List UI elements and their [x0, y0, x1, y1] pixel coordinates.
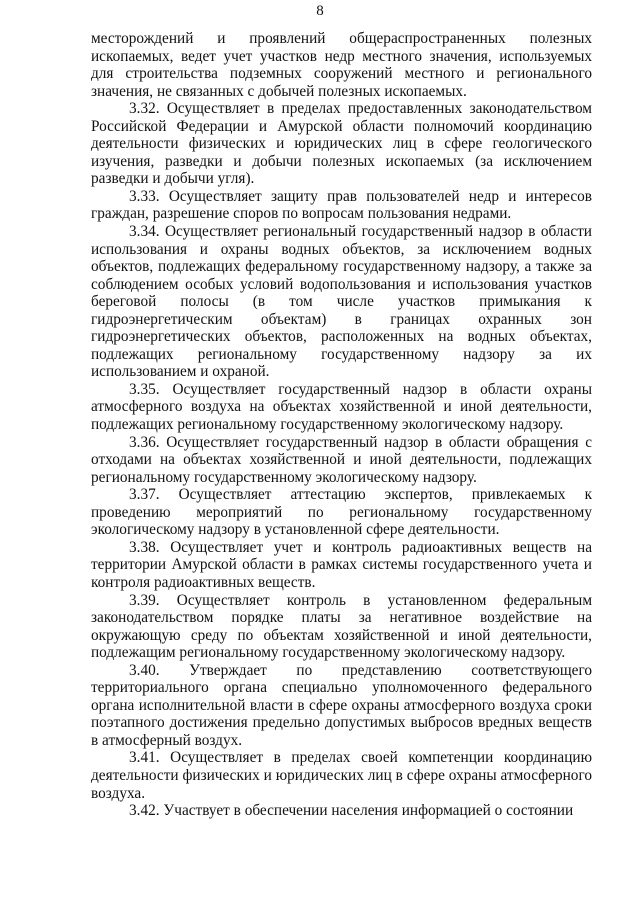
paragraph-3-38: 3.38. Осуществляет учет и контроль радиоактивных веществ на территории Амурской области в рамках системы государственного учета и контроля радиоактивных веществ.: [91, 538, 592, 591]
page-number: 8: [316, 3, 324, 19]
paragraph-3-39: 3.39. Осуществляет контроль в установленном федеральным законодательством порядке платы за негативное воздействие на окружающую среду по объектам хозяйственной и иной деятельности, подлежащим региональному государственному экологическому надзору.: [91, 591, 592, 662]
paragraph-3-41: 3.41. Осуществляет в пределах своей компетенции координацию деятельности физических и юридических лиц в сфере охраны атмосферного воздуха.: [91, 749, 592, 802]
paragraph-3-34: 3.34. Осуществляет региональный государственный надзор в области использования и охраны водных объектов, за исключением водных объектов, подлежащих федеральному государственному надзору, а также за соблюдением особых условий водопользования и использования участков береговой полосы (в том числе участков примыкания к гидроэнергетическим объектам) в границах охранных зон гидроэнергетических объектов, расположенных на водных объектах, подлежащих региональному государственному надзору за их использованием и охраной.: [91, 223, 592, 381]
paragraph-3-36: 3.36. Осуществляет государственный надзор в области обращения с отходами на объектах хозяйственной и иной деятельности, подлежащих региональному государственному экологическому надзору.: [91, 433, 592, 486]
paragraph-3-40: 3.40. Утверждает по представлению соответствующего территориального органа специально уполномоченного федерального органа исполнительной власти в сфере охраны атмосферного воздуха сроки поэтапного достижения предельно допустимых выбросов вредных веществ в атмосферный воздух.: [91, 661, 592, 749]
paragraph-3-35: 3.35. Осуществляет государственный надзор в области охраны атмосферного воздуха на объектах хозяйственной и иной деятельности, подлежащих региональному государственному экологическому надзору.: [91, 380, 592, 434]
paragraph-3-37: 3.37. Осуществляет аттестацию экспертов, привлекаемых к проведению мероприятий по региональному государственному экологическому надзору в установленной сфере деятельности.: [91, 486, 592, 539]
paragraph-3-42: 3.42. Участвует в обеспечении населения информацией о состоянии: [129, 802, 574, 820]
paragraph-continuation: месторождений и проявлений общераспространенных полезных ископаемых, ведет учет участков недр местного значения, используемых для строительства подземных сооружений местного и регионального значения, не связанных с добычей полезных ископаемых.: [91, 30, 592, 100]
paragraph-3-33: 3.33. Осуществляет защиту прав пользователей недр и интересов граждан, разрешение споров по вопросам пользования недрами.: [91, 187, 592, 223]
paragraph-3-32: 3.32. Осуществляет в пределах предоставленных законодательством Российской Федерации и Амурской области полномочий координацию деятельности физических и юридических лиц в сфере геологического изучения, разведки и добычи полезных ископаемых (за исключением разведки и добычи угля).: [91, 100, 592, 188]
document-body: [91, 30, 592, 820]
